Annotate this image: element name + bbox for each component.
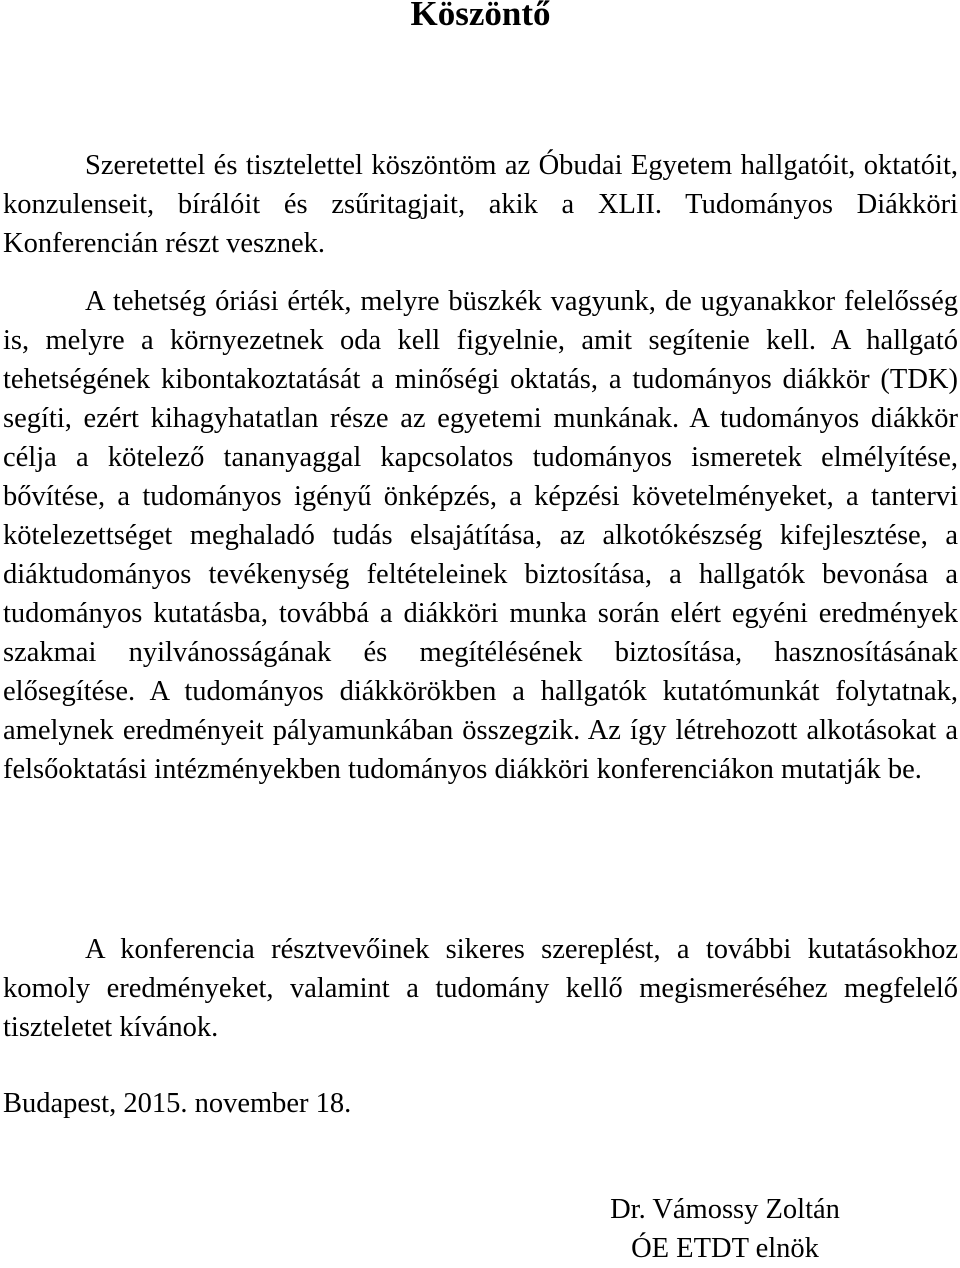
paragraph-body: A tehetség óriási érték, melyre büszkék vagyunk, de ugyanakkor felelősség is, melyre a környezetnek oda kell figyelnie, amit segítenie kell. A hallgató tehetségének kibontakoztatását a minőségi oktatás, a tudományos diákkör (TDK) segíti, ezért kihagyhatatlan része az egyetemi munkának. A tudományos diákkör célja a kötelező tananyaggal kapcsolatos tudományos ismeretek elmélyítése, bővítése, a tudományos igényű önképzés, a képzési követelményeket, a tantervi kötelezettséget meghaladó tudás elsajátítása, az alkotókészség kifejlesztése, a diáktudományos tevékenység feltételeinek biztosítása, a hallgatók bevonása a tudományos kutatásba, továbbá a diákköri munka során elért egyéni eredmények szakmai nyilvánosságának és megítélésének biztosítása, hasznosításának elősegítése. A tudományos diákkörökben a hallgatók kutatómunkát folytatnak, amelynek eredményeit pályamunkában összegzik. Az így létrehozott alkotásokat a felsőoktatási intézményekben tudományos diákköri konferenciákon mutatják be. — [3, 286, 958, 785]
paragraph-wishes: A konferencia résztvevőinek sikeres szereplést, a további kutatásokhoz komoly eredményeket, valamint a tudomány kellő megismeréséhez megfelelő tiszteletet kívánok. — [3, 934, 958, 1043]
signature-role: ÓE ETDT elnök — [631, 1233, 819, 1264]
page-title: Köszöntő — [410, 0, 551, 33]
signature-name: Dr. Vámossy Zoltán — [610, 1194, 840, 1225]
dateline: Budapest, 2015. november 18. — [3, 1088, 352, 1119]
paragraph-greeting: Szeretettel és tisztelettel köszöntöm az Óbudai Egyetem hallgatóit, oktatóit, konzulenseit, bírálóit és zsűritagjait, akik a XLII. Tudományos Diákköri Konferencián részt vesznek. — [3, 150, 958, 259]
signature-block — [580, 1190, 870, 1268]
